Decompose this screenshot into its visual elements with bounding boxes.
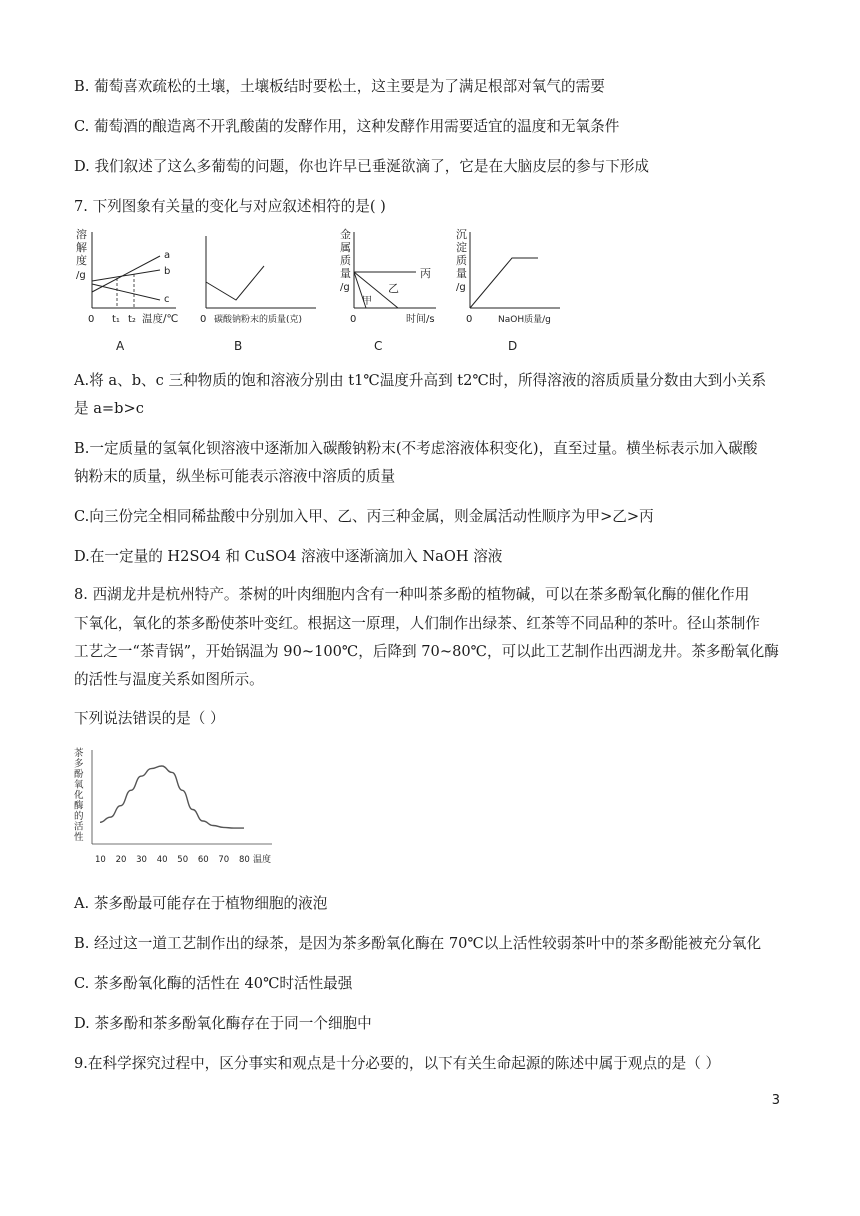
y-axis-label-char: 酶: [74, 800, 84, 812]
q8-enzyme-chart: [72, 746, 282, 870]
y-axis-label-char: 化: [74, 790, 84, 801]
svg-text:t₂: t₂: [128, 314, 136, 325]
x-tick-label: 60: [197, 855, 209, 865]
svg-text:碳酸钠粉末的质量(克): 碳酸钠粉末的质量(克): [214, 315, 303, 325]
q8-stem-line1: 8. 西湖龙井是杭州特产。茶树的叶肉细胞内含有一种叫茶多酚的植物碱，可以在茶多酚氧化酶的催化作用: [74, 586, 750, 603]
y-axis-label-char: 活: [74, 821, 84, 833]
q7-option-a-line1: A.将 a、b、c 三种物质的饱和溶液分别由 t1℃温度升高到 t2℃时，所得溶液的溶质质量分数由大到小关系: [74, 372, 767, 389]
svg-text:D: D: [508, 339, 518, 353]
y-axis-label-char: 氧: [74, 779, 84, 791]
q7-option-b-line1: B.一定质量的氢氧化钡溶液中逐渐加入碳酸钠粉末(不考虑溶液体积变化)，直至过量。横坐标表示加入碳酸: [74, 440, 758, 457]
svg-text:质: 质: [340, 254, 351, 267]
q7-option-d: D.在一定量的 H2SO4 和 CuSO4 溶液中逐渐滴加入 NaOH 溶液: [74, 548, 503, 565]
y-axis-label-char: 的: [74, 811, 84, 822]
y-axis-label-char: 酚: [74, 769, 84, 780]
svg-text:c: c: [164, 294, 170, 305]
svg-text:0: 0: [88, 314, 95, 325]
svg-text:溶: 溶: [76, 228, 87, 241]
activity-curve: [100, 766, 244, 828]
y-axis-label-char: 多: [74, 758, 84, 770]
svg-text:0: 0: [350, 314, 357, 325]
svg-text:/g: /g: [76, 270, 86, 281]
q8-option-a: A. 茶多酚最可能存在于植物细胞的液泡: [74, 895, 328, 912]
svg-text:A: A: [116, 339, 125, 353]
page-number: 3: [771, 1093, 780, 1108]
svg-text:淀: 淀: [456, 241, 467, 254]
x-tick-label: 20: [115, 855, 127, 865]
q7-stem: 7. 下列图象有关量的变化与对应叙述相符的是( ): [74, 198, 386, 215]
svg-text:温度/℃: 温度/℃: [142, 313, 179, 325]
svg-text:t₁: t₁: [112, 314, 120, 325]
svg-text:质: 质: [456, 254, 467, 267]
q8-stem-line3: 工艺之一“茶青锅”，开始锅温为 90~100℃，后降到 70~80℃，可以此工艺制作出西湖龙井。茶多酚氧化酶: [74, 643, 779, 660]
svg-text:NaOH质量/g: NaOH质量/g: [498, 315, 551, 325]
svg-text:/g: /g: [456, 282, 466, 293]
svg-text:/g: /g: [340, 282, 350, 293]
svg-text:0: 0: [200, 314, 207, 325]
svg-text:沉: 沉: [456, 228, 467, 241]
svg-text:量: 量: [340, 267, 351, 280]
svg-text:金: 金: [340, 228, 351, 241]
x-tick-label: 50: [177, 855, 189, 865]
curve-b: [206, 266, 264, 300]
q6-option-c: C. 葡萄酒的酿造离不开乳酸菌的发酵作用，这种发酵作用需要适宜的温度和无氧条件: [74, 118, 620, 135]
q8-option-b: B. 经过这一道工艺制作出的绿茶，是因为茶多酚氧化酶在 70℃以上活性较弱茶叶中的茶多酚能被充分氧化: [74, 935, 762, 952]
svg-text:属: 属: [340, 241, 351, 254]
q8-option-c: C. 茶多酚氧化酶的活性在 40℃时活性最强: [74, 975, 353, 992]
q8-question: 下列说法错误的是（ ）: [74, 710, 225, 727]
q7-option-b-line2: 钠粉末的质量，纵坐标可能表示溶液中溶质的质量: [74, 468, 396, 485]
x-axis-label: 温度: [253, 855, 272, 865]
svg-text:a: a: [164, 250, 171, 261]
x-tick-label: 70: [218, 855, 230, 865]
curve-c: [92, 284, 160, 300]
q7-graph-c: [336, 226, 446, 356]
svg-text:乙: 乙: [388, 282, 399, 295]
y-axis-label-char: 茶: [74, 748, 84, 759]
q8-stem-line4: 的活性与温度关系如图所示。: [74, 671, 264, 688]
svg-text:甲: 甲: [362, 296, 372, 307]
svg-text:0: 0: [466, 314, 473, 325]
q7-option-c: C.向三份完全相同稀盐酸中分别加入甲、乙、丙三种金属，则金属活动性顺序为甲>乙>丙: [74, 508, 654, 525]
svg-text:b: b: [164, 266, 171, 277]
curve-b: [92, 270, 160, 281]
q8-stem-line2: 下氧化，氧化的茶多酚使茶叶变红。根据这一原理，人们制作出绿茶、红茶等不同品种的茶叶。径山茶制作: [74, 615, 760, 632]
q8-option-d: D. 茶多酚和茶多酚氧化酶存在于同一个细胞中: [74, 1015, 372, 1032]
x-tick-label: 80: [239, 855, 250, 865]
svg-text:量: 量: [456, 267, 467, 280]
svg-text:解: 解: [76, 241, 87, 254]
x-tick-label: 40: [156, 855, 168, 865]
svg-text:C: C: [374, 339, 383, 353]
svg-text:B: B: [234, 339, 243, 353]
q7-graph-d: [452, 226, 572, 356]
svg-text:时间/s: 时间/s: [406, 314, 435, 325]
q6-option-d: D. 我们叙述了这么多葡萄的问题，你也许早已垂涎欲滴了，它是在大脑皮层的参与下形成: [74, 158, 650, 175]
y-axis-label: [74, 747, 84, 843]
svg-text:丙: 丙: [420, 267, 431, 280]
q7-option-a-line2: 是 a=b>c: [74, 400, 144, 417]
x-tick-label: 10: [95, 855, 106, 865]
svg-text:度: 度: [76, 254, 87, 267]
curve-d: [470, 258, 538, 308]
q9-stem: 9.在科学探究过程中，区分事实和观点是十分必要的，以下有关生命起源的陈述中属于观点的是（ ）: [74, 1055, 721, 1072]
x-tick-label: 30: [136, 855, 147, 865]
y-axis-label-char: 性: [74, 832, 84, 843]
q7-graph-b: [198, 226, 328, 356]
q7-graph-a: [72, 226, 192, 356]
q6-option-b: B. 葡萄喜欢疏松的土壤，土壤板结时要松土，这主要是为了满足根部对氧气的需要: [74, 78, 605, 95]
